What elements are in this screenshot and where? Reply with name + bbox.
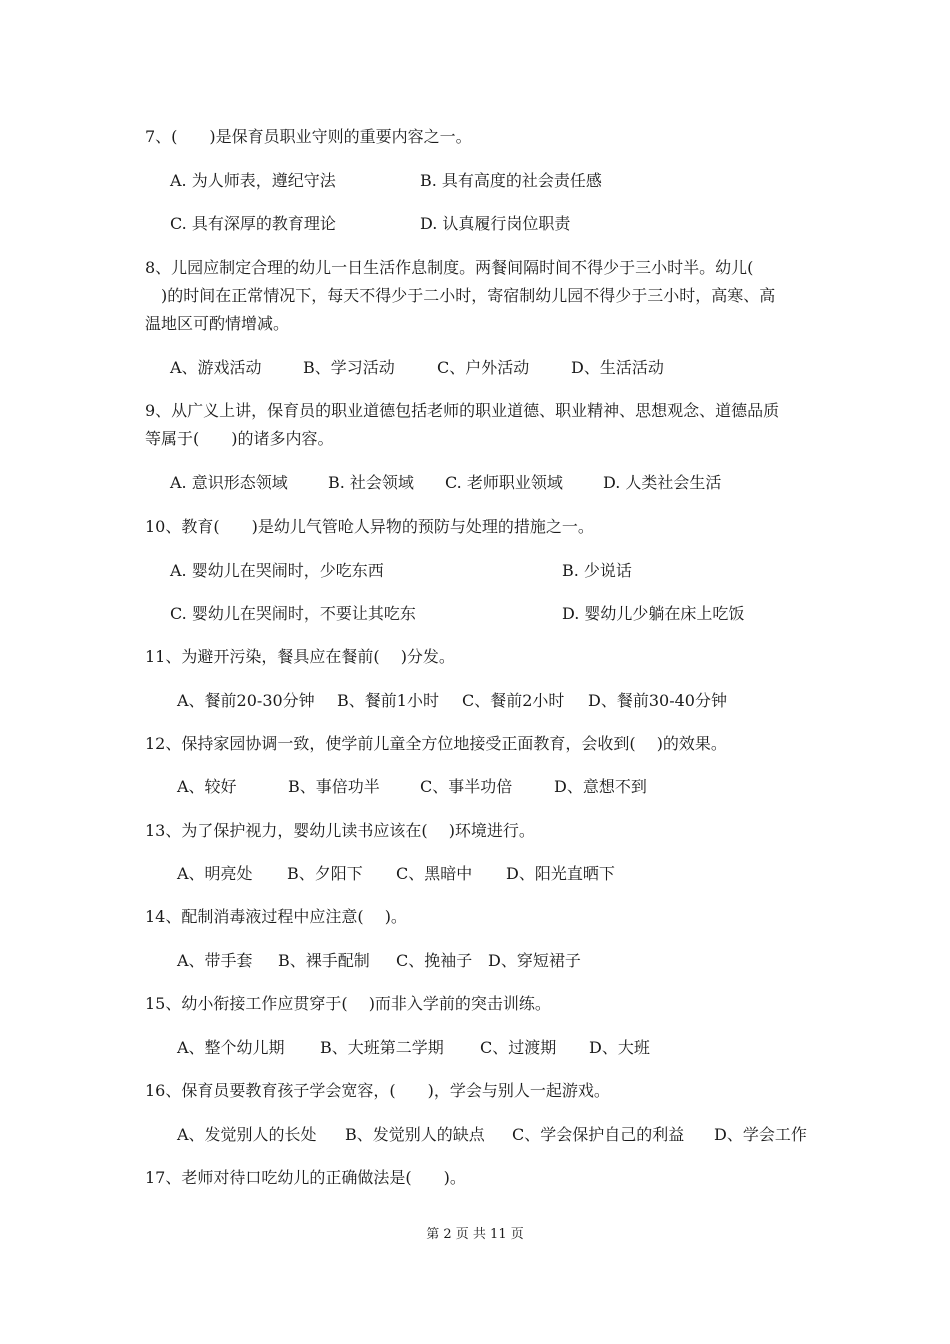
- question-14-option-d: D、穿短裙子: [488, 951, 581, 970]
- question-8-option-c: C、户外活动: [437, 358, 530, 377]
- question-12-option-c: C、事半功倍: [420, 777, 513, 796]
- question-8-text-line-1: 8、儿园应制定合理的幼儿一日生活作息制度。两餐间隔时间不得少于三小时半。幼儿(: [145, 258, 754, 277]
- question-11-text: 11、为避开污染，餐具应在餐前( )分发。: [145, 647, 455, 666]
- question-12-text: 12、保持家园协调一致，使学前儿童全方位地接受正面教育，会收到( )的效果。: [145, 734, 727, 753]
- question-16-option-c: C、学会保护自己的利益: [512, 1125, 685, 1144]
- question-14-option-c: C、挽袖子: [396, 951, 473, 970]
- question-8-text-line-2: )的时间在正常情况下，每天不得少于二小时，寄宿制幼儿园不得少于三小时，高寒、高: [145, 286, 776, 305]
- question-15-option-d: D、大班: [589, 1038, 650, 1057]
- page-number-footer: 第 2 页 共 11 页: [426, 1227, 524, 1242]
- question-10-option-a: A. 婴幼儿在哭闹时，少吃东西: [170, 561, 384, 580]
- question-9-option-d: D. 人类社会生活: [603, 473, 722, 492]
- question-9-option-c: C. 老师职业领域: [445, 473, 563, 492]
- question-17-text: 17、老师对待口吃幼儿的正确做法是( )。: [145, 1168, 466, 1187]
- question-9-option-a: A. 意识形态领域: [170, 473, 288, 492]
- question-11-option-d: D、餐前30-40分钟: [588, 691, 727, 710]
- question-15-option-b: B、大班第二学期: [320, 1038, 444, 1057]
- question-15-option-c: C、过渡期: [480, 1038, 557, 1057]
- question-7-text: 7、( )是保育员职业守则的重要内容之一。: [145, 127, 472, 146]
- question-10-option-c: C. 婴幼儿在哭闹时，不要让其吃东: [170, 604, 416, 623]
- question-11-option-c: C、餐前2小时: [462, 691, 565, 710]
- question-13-option-c: C、黑暗中: [396, 864, 473, 883]
- question-10-option-d: D. 婴幼儿少躺在床上吃饭: [562, 604, 745, 623]
- question-12-option-a: A、较好: [177, 777, 237, 796]
- question-13-option-b: B、夕阳下: [287, 864, 363, 883]
- question-7-option-a: A. 为人师表，遵纪守法: [170, 171, 336, 190]
- question-11-option-a: A、餐前20-30分钟: [177, 691, 315, 710]
- question-15-text: 15、幼小衔接工作应贯穿于( )而非入学前的突击训练。: [145, 994, 551, 1013]
- question-14-option-b: B、裸手配制: [278, 951, 370, 970]
- question-16-option-d: D、学会工作: [714, 1125, 807, 1144]
- question-13-option-d: D、阳光直晒下: [506, 864, 615, 883]
- question-7-option-c: C. 具有深厚的教育理论: [170, 214, 336, 233]
- question-9-text-line-2: 等属于( )的诸多内容。: [145, 429, 334, 448]
- question-8-text-line-3: 温地区可酌情增减。: [145, 314, 290, 333]
- question-8-option-b: B、学习活动: [303, 358, 395, 377]
- question-15-option-a: A、整个幼儿期: [177, 1038, 285, 1057]
- question-12-option-d: D、意想不到: [554, 777, 647, 796]
- question-11-option-b: B、餐前1小时: [337, 691, 439, 710]
- question-8-option-d: D、生活活动: [571, 358, 664, 377]
- question-9-text-line-1: 9、从广义上讲，保育员的职业道德包括老师的职业道德、职业精神、思想观念、道德品质: [145, 401, 780, 420]
- question-16-option-a: A、发觉别人的长处: [177, 1125, 317, 1144]
- question-14-text: 14、配制消毒液过程中应注意( )。: [145, 907, 407, 926]
- question-13-option-a: A、明亮处: [177, 864, 253, 883]
- question-16-option-b: B、发觉别人的缺点: [345, 1125, 485, 1144]
- question-16-text: 16、保育员要教育孩子学会宽容，( )，学会与别人一起游戏。: [145, 1081, 610, 1100]
- question-10-text: 10、教育( )是幼儿气管呛人异物的预防与处理的措施之一。: [145, 517, 594, 536]
- question-9-option-b: B. 社会领域: [328, 473, 414, 492]
- question-7-option-b: B. 具有高度的社会责任感: [420, 171, 602, 190]
- question-7-option-d: D. 认真履行岗位职责: [420, 214, 571, 233]
- question-12-option-b: B、事倍功半: [288, 777, 380, 796]
- question-10-option-b: B. 少说话: [562, 561, 632, 580]
- question-14-option-a: A、带手套: [177, 951, 253, 970]
- question-13-text: 13、为了保护视力，婴幼儿读书应该在( )环境进行。: [145, 821, 535, 840]
- question-8-option-a: A、游戏活动: [170, 358, 262, 377]
